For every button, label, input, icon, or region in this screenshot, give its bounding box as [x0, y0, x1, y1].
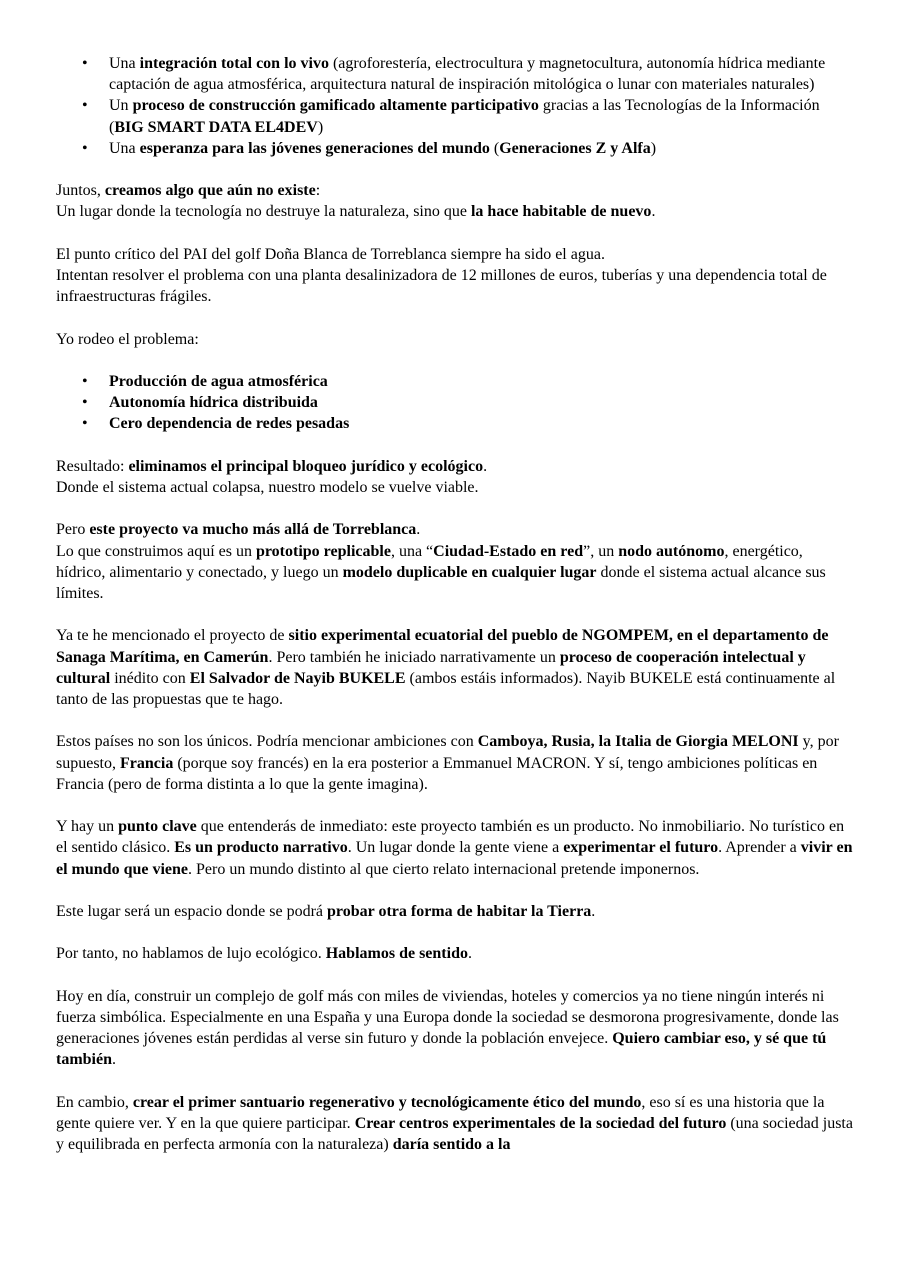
- paragraph-rodeo: Yo rodeo el problema:: [56, 330, 199, 348]
- paragraph-juntos: Juntos, creamos algo que aún no existe: Un lugar donde la tecnología no destruye la naturaleza, sino que la hace habitable de nuevo.: [56, 182, 656, 221]
- document-page: [56, 53, 856, 1177]
- paragraph-cambio: En cambio, crear el primer santuario regenerativo y tecnológicamente ético del mundo, eso sí es una historia que la gente quiere ver. Y en la que quiere participar. Crear centros experimentales de la sociedad del futuro (una sociedad justa y equilibrada en perfecta armonía con la naturaleza) daría sentido a la: [56, 1093, 853, 1154]
- bullet-list-vision: [56, 53, 856, 159]
- list-item: • Una integración total con lo vivo (agroforestería, electrocultura y magnetocultura, autonomía hídrica mediante captación de agua atmosférica, arquitectura natural de inspiración mitológica o lunar con materiales naturales): [109, 53, 856, 95]
- paragraph-resultado: Resultado: eliminamos el principal bloqueo jurídico y ecológico. Donde el sistema actual colapsa, nuestro modelo se vuelve viable.: [56, 457, 488, 496]
- bullet-list-water: [56, 371, 856, 435]
- paragraph-torreblanca: Pero este proyecto va mucho más allá de Torreblanca. Lo que construimos aquí es un prototipo replicable, una “Ciudad-Estado en red”, un nodo autónomo, energético, hídrico, alimentario y conectado, y luego un modelo duplicable en cualquier lugar donde el sistema actual alcance sus límites.: [56, 521, 826, 602]
- list-item: • Un proceso de construcción gamificado altamente participativo gracias a las Tecnologías de la Información (BIG SMART DATA EL4DEV): [109, 95, 856, 137]
- list-item: • Producción de agua atmosférica: [109, 371, 856, 392]
- paragraph-punto-clave: Y hay un punto clave que entenderás de inmediato: este proyecto también es un producto. No inmobiliario. No turístico en el sentido clásico. Es un producto narrativo. Un lugar donde la gente viene a experimentar el futuro. Aprender a vivir en el mundo que viene. Pero un mundo distinto al que cierto relato internacional pretende imponernos.: [56, 818, 853, 878]
- paragraph-ngompem: Ya te he mencionado el proyecto de sitio experimental ecuatorial del pueblo de NGOMPEM, en el departamento de Sanaga Marítima, en Camerún. Pero también he iniciado narrativamente un proceso de cooperación intelectual y cultural inédito con El Salvador de Nayib BUKELE (ambos estáis informados). Nayib BUKELE está continuamente al tanto de las propuestas que te hago.: [56, 627, 836, 708]
- paragraph-pai: El punto crítico del PAI del golf Doña Blanca de Torreblanca siempre ha sido el agua. Intentan resolver el problema con una planta desalinizadora de 12 millones de euros, tuberías y una dependencia total de infraestructuras frágiles.: [56, 245, 827, 306]
- list-item: • Cero dependencia de redes pesadas: [109, 413, 856, 434]
- list-item: • Una esperanza para las jóvenes generaciones del mundo (Generaciones Z y Alfa): [109, 138, 856, 159]
- list-item: • Autonomía hídrica distribuida: [109, 392, 856, 413]
- paragraph-lugar: Este lugar será un espacio donde se podrá probar otra forma de habitar la Tierra.: [56, 902, 596, 920]
- paragraph-paises: Estos países no son los únicos. Podría mencionar ambiciones con Camboya, Rusia, la Italia de Giorgia MELONI y, por supuesto, Francia (porque soy francés) en la era posterior a Emmanuel MACRON. Y sí, tengo ambiciones políticas en Francia (pero de forma distinta a lo que la gente imagina).: [56, 733, 839, 793]
- paragraph-lujo: Por tanto, no hablamos de lujo ecológico. Hablamos de sentido.: [56, 945, 472, 963]
- paragraph-golf: Hoy en día, construir un complejo de golf más con miles de viviendas, hoteles y comercios ya no tiene ningún interés ni fuerza simbólica. Especialmente en una España y una Europa donde la sociedad se desmorona progresivamente, donde las generaciones jóvenes están perdidas al verse sin futuro y donde la población envejece. Quiero cambiar eso, y sé que tú también.: [56, 987, 839, 1069]
